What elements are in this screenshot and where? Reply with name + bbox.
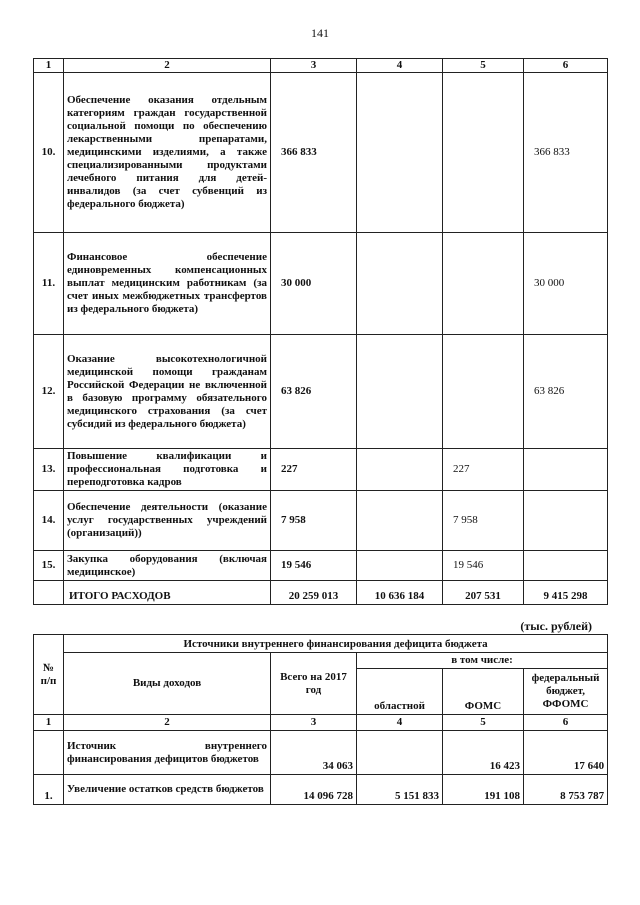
table-row (34, 731, 608, 775)
header-cell: 1 (34, 59, 64, 73)
row-number: 10. (34, 73, 64, 233)
total-row (34, 581, 608, 605)
table-header-row (34, 635, 608, 653)
page-number: 141 (311, 26, 329, 40)
financing-sources-table (33, 634, 608, 805)
cell-foms: 16 423 (443, 731, 524, 775)
header-cell: 5 (443, 59, 524, 73)
total-empty-cell (34, 581, 64, 605)
cell-oblast (357, 491, 443, 551)
cell-oblast (357, 73, 443, 233)
cell-foms: 19 546 (443, 551, 524, 581)
cell-foms (443, 335, 524, 449)
col-federal-header: федеральный бюджет, ФФОМС (524, 669, 608, 715)
total-sum: 20 259 013 (271, 581, 357, 605)
cell-federal: 366 833 (524, 73, 608, 233)
cell-oblast: 5 151 833 (357, 775, 443, 805)
table-row (34, 449, 608, 491)
expenses-table (33, 58, 608, 605)
row-number (34, 731, 64, 775)
row-description: Источник внутреннего финансирования дефицитов бюджетов (64, 731, 271, 775)
table-row (34, 775, 608, 805)
row-number: 12. (34, 335, 64, 449)
index-row (34, 715, 608, 731)
cell-oblast (357, 551, 443, 581)
cell-federal: 63 826 (524, 335, 608, 449)
header-cell: 3 (271, 59, 357, 73)
header-cell: 2 (64, 59, 271, 73)
cell-federal: 30 000 (524, 233, 608, 335)
cell-federal (524, 551, 608, 581)
cell-foms: 7 958 (443, 491, 524, 551)
table-row (34, 233, 608, 335)
table-row (34, 73, 608, 233)
cell-total: 19 546 (271, 551, 357, 581)
cell-oblast (357, 233, 443, 335)
col-oblast-header: областной (357, 669, 443, 715)
table-row (34, 551, 608, 581)
table-header-row (34, 59, 608, 73)
col-including-header: в том числе: (357, 653, 608, 669)
cell-oblast (357, 449, 443, 491)
cell-total: 63 826 (271, 335, 357, 449)
cell-foms (443, 73, 524, 233)
cell-total: 366 833 (271, 73, 357, 233)
table-row (34, 491, 608, 551)
header-cell: 6 (524, 59, 608, 73)
table-row (34, 335, 608, 449)
row-description: Оказание высокотехнологичной медицинской помощи гражданам Российской Федерации не включенной в базовую программу обязательного медицинского страхования (за счет субсидий из федерального бюджета) (64, 335, 271, 449)
table-header-row (34, 653, 608, 669)
row-description: Финансовое обеспечение единовременных компенсационных выплат медицинским работникам (за счет иных межбюджетных трансфертов из федерального бюджета) (64, 233, 271, 335)
header-cell: 4 (357, 59, 443, 73)
cell-federal: 17 640 (524, 731, 608, 775)
index-cell: 3 (271, 715, 357, 731)
cell-total: 227 (271, 449, 357, 491)
index-cell: 4 (357, 715, 443, 731)
col-total-header: Всего на 2017 год (271, 653, 357, 715)
cell-foms: 191 108 (443, 775, 524, 805)
col-foms-header: ФОМС (443, 669, 524, 715)
row-description: Обеспечение деятельности (оказание услуг государственных учреждений (организаций)) (64, 491, 271, 551)
cell-oblast (357, 335, 443, 449)
total-label: ИТОГО РАСХОДОВ (64, 581, 271, 605)
total-foms: 207 531 (443, 581, 524, 605)
cell-federal: 8 753 787 (524, 775, 608, 805)
cell-total: 7 958 (271, 491, 357, 551)
row-description: Увеличение остатков средств бюджетов (64, 775, 271, 805)
cell-federal (524, 449, 608, 491)
cell-foms (443, 233, 524, 335)
cell-oblast (357, 731, 443, 775)
index-cell: 5 (443, 715, 524, 731)
total-oblast: 10 636 184 (357, 581, 443, 605)
row-number: 15. (34, 551, 64, 581)
row-number: 11. (34, 233, 64, 335)
row-number: 1. (34, 775, 64, 805)
row-description: Повышение квалификации и профессиональная подготовка и переподготовка кадров (64, 449, 271, 491)
total-federal: 9 415 298 (524, 581, 608, 605)
row-number: 14. (34, 491, 64, 551)
cell-total: 34 063 (271, 731, 357, 775)
index-cell: 2 (64, 715, 271, 731)
cell-total: 14 096 728 (271, 775, 357, 805)
cell-foms: 227 (443, 449, 524, 491)
cell-federal (524, 491, 608, 551)
index-cell: 1 (34, 715, 64, 731)
cell-total: 30 000 (271, 233, 357, 335)
row-number: 13. (34, 449, 64, 491)
col-number-header: № п/п (34, 635, 64, 715)
unit-label: (тыс. рублей) (520, 619, 592, 633)
table-title: Источники внутреннего финансирования дефицита бюджета (64, 635, 608, 653)
row-description: Обеспечение оказания отдельным категориям граждан государственной социальной помощи по обеспечению лекарственными препаратами, медицинскими изделиями, а также специализированными продуктами лечебного питания для детей-инвалидов (за счет субвенций из федерального бюджета) (64, 73, 271, 233)
col-kind-header: Виды доходов (64, 653, 271, 715)
row-description: Закупка оборудования (включая медицинское) (64, 551, 271, 581)
index-cell: 6 (524, 715, 608, 731)
